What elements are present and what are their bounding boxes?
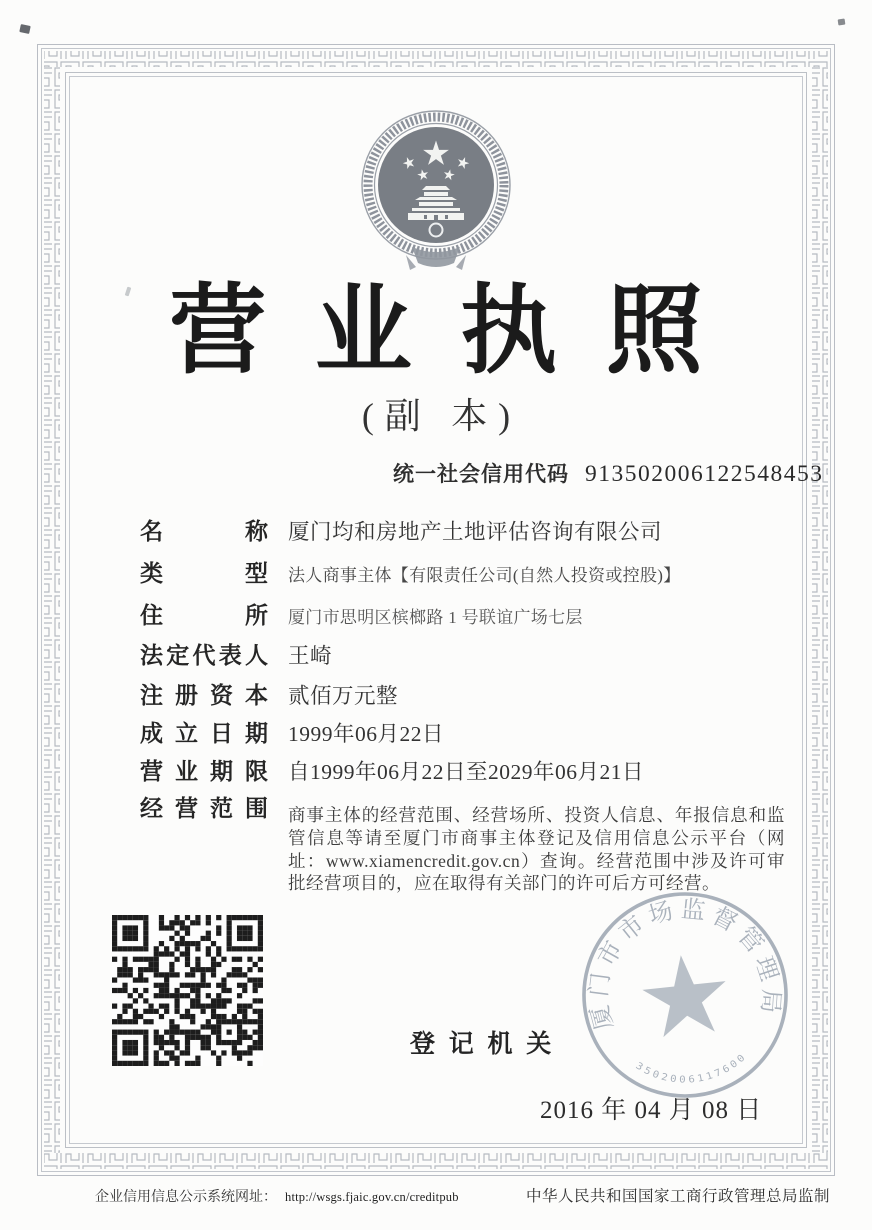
field-label: 法定代表人 <box>140 642 268 668</box>
footer-site-group <box>95 1186 459 1206</box>
qr-code <box>112 915 263 1066</box>
field-row-address <box>140 597 583 630</box>
footer-site-url: http://wsgs.fjaic.gov.cn/creditpub <box>285 1190 459 1204</box>
issue-date: 2016 年 04 月 08 日 <box>540 1097 763 1124</box>
field-row-name <box>140 513 662 546</box>
credit-code-line <box>393 458 824 488</box>
field-row-term <box>140 753 644 786</box>
field-value: 1999年06月22日 <box>288 722 445 746</box>
field-label: 经营范围 <box>140 795 268 821</box>
field-label: 住所 <box>140 602 268 628</box>
field-label: 名称 <box>140 518 268 544</box>
field-label: 注册资本 <box>140 682 268 708</box>
footer <box>95 1184 830 1206</box>
field-value: 自1999年06月22日至2029年06月21日 <box>288 760 645 784</box>
field-value: 厦门市思明区槟榔路 1 号联谊广场七层 <box>288 608 583 627</box>
footer-issuer: 中华人民共和国国家工商行政管理总局监制 <box>525 1188 830 1205</box>
credit-code-label: 统一社会信用代码 <box>393 463 569 486</box>
seal-serial-number: 3502006117600 <box>633 1051 749 1086</box>
scan-artifact <box>838 19 846 26</box>
license-title: 营业执照 <box>169 276 752 385</box>
field-row-scope <box>140 790 268 823</box>
field-value: 法人商事主体【有限责任公司(自然人投资或控股)】 <box>288 566 681 585</box>
field-row-legal-rep <box>140 637 332 670</box>
scan-artifact <box>19 24 30 34</box>
footer-site-label: 企业信用信息公示系统网址： <box>95 1190 277 1205</box>
credit-code-value: 913502006122548453 <box>585 461 824 487</box>
field-row-established <box>140 715 444 748</box>
license-subtitle: (副 本) <box>361 396 521 436</box>
official-round-seal <box>574 884 796 1106</box>
field-label: 类型 <box>140 560 268 586</box>
field-row-type <box>140 555 681 588</box>
registration-authority-label: 登记机关 <box>410 1030 566 1058</box>
china-national-emblem-icon <box>355 104 517 276</box>
field-label: 营业期限 <box>140 758 268 784</box>
field-value: 贰佰万元整 <box>288 684 399 708</box>
field-value: 王崎 <box>288 644 333 668</box>
field-label: 成立日期 <box>140 720 268 746</box>
field-row-capital <box>140 677 398 710</box>
seal-org-text: 厦门市市场监督管理局 <box>586 896 784 1033</box>
business-scope-paragraph: 商事主体的经营范围、经营场所、投资人信息、年报信息和监管信息等请至厦门市商事主体登记及信用信息公示平台（网址：www.xiamencredit.gov.cn）查询。经营范围中涉及许可审批经营项目的，应在取得有关部门的许可后方可经营。 <box>288 805 785 894</box>
field-value: 厦门均和房地产土地评估咨询有限公司 <box>288 520 663 544</box>
